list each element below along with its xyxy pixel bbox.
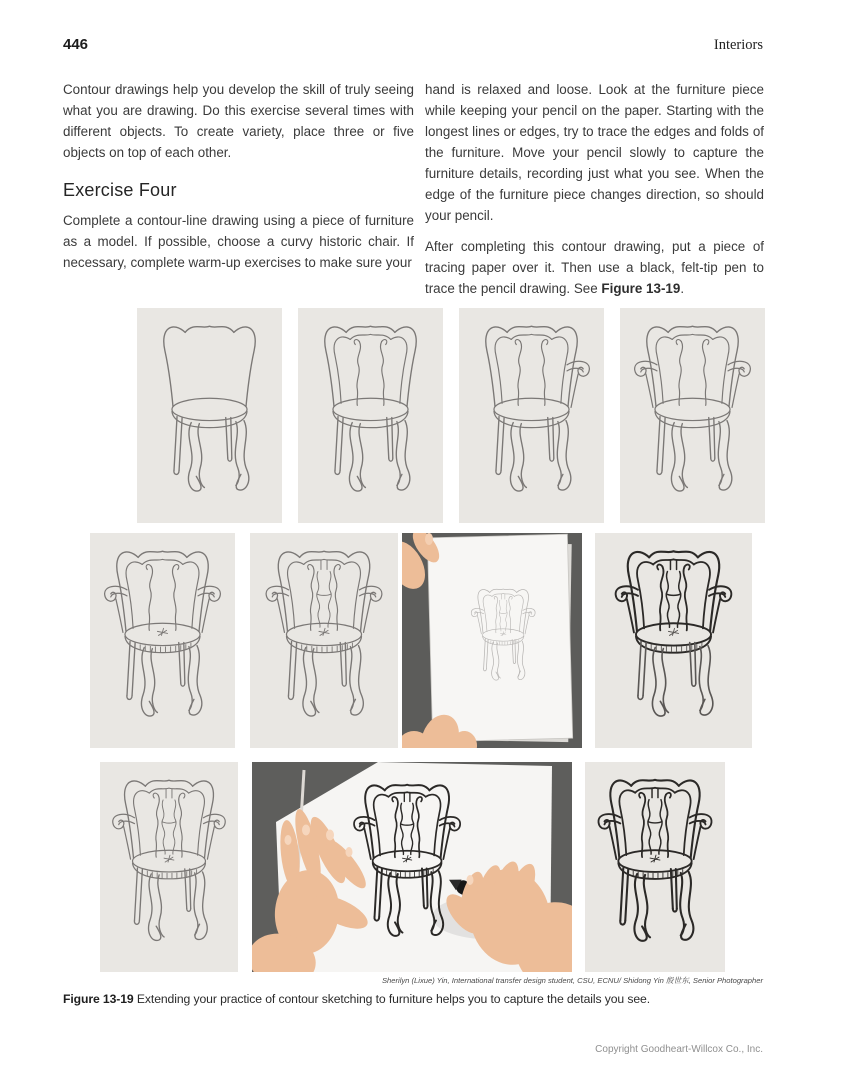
figure-reference: Figure 13-19: [601, 281, 681, 296]
figure-caption: [63, 992, 765, 1006]
exercise-four-heading: Exercise Four: [63, 180, 177, 200]
running-head: Interiors: [713, 37, 763, 53]
tile-sketch-detailed: [90, 533, 235, 748]
right-paragraph-2-end: .: [680, 281, 685, 296]
tile-photo-tracing-paper: [402, 533, 582, 748]
right-column: [425, 79, 764, 309]
right-paragraph-1: hand is relaxed and loose. Look at the furniture piece while keeping your pencil on the paper. Starting with the longest lines or edges, try to trace the edges and folds of the furniture. Move your pencil slowly to capture the furniture details, recording just what you see. When the edge of the furniture piece changes direction, so should your pencil.: [425, 82, 764, 223]
tile-photo-inking: [252, 762, 572, 972]
left-paragraph-1: Contour drawings help you develop the skill of truly seeing what you are drawing. Do this exercise several times with different objects. To create variety, place three or five objects on top of each other.: [63, 82, 414, 160]
tile-sketch-ink-top: [595, 533, 752, 748]
tile-sketch-arm-right: [459, 308, 604, 523]
tile-sketch-pencil-final: [100, 762, 238, 972]
left-column: [63, 79, 414, 283]
copyright-notice: Copyright Goodheart-Willcox Co., Inc.: [595, 1044, 763, 1055]
figure-caption-label: Figure 13-19: [63, 992, 134, 1006]
tile-sketch-splat: [298, 308, 443, 523]
tile-sketch-arms-both: [620, 308, 765, 523]
tile-sketch-ornate: [250, 533, 398, 748]
figure-caption-text: Extending your practice of contour sketching to furniture helps you to capture the details you see.: [133, 992, 651, 1006]
left-paragraph-2: Complete a contour-line drawing using a piece of furniture as a model. If possible, choose a curvy historic chair. If necessary, complete warm-up exercises to make sure your: [63, 213, 414, 270]
right-paragraph-2: [425, 236, 764, 299]
tile-sketch-outline: [137, 308, 282, 523]
tile-sketch-ink-final: [585, 762, 725, 972]
page-number: 446: [63, 36, 89, 53]
right-paragraph-2-text: After completing this contour drawing, put a piece of tracing paper over it. Then use a black, felt-tip pen to trace the pencil drawing. See: [425, 239, 764, 296]
photo-credit: Sherilyn (Lixue) Yin, International transfer design student, CSU, ECNU/ Shidong Yin 殷世东, Senior Photographer: [381, 976, 763, 985]
